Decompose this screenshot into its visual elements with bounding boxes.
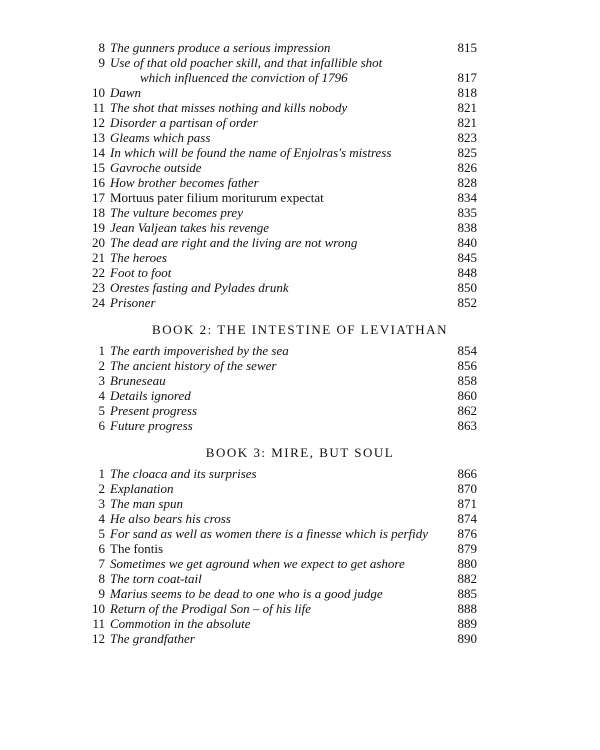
chapter-number: 11: [92, 100, 105, 115]
chapter-number: 4: [98, 511, 105, 526]
page-number: 835: [457, 205, 477, 220]
toc-entry: [0, 481, 600, 496]
page-number: 821: [457, 115, 477, 130]
chapter-title: For sand as well as women there is a finesse which is perfidy: [110, 526, 428, 541]
chapter-number: 8: [98, 571, 105, 586]
page-number: 882: [457, 571, 477, 586]
book3-contents: [0, 466, 600, 646]
page-number: 840: [457, 235, 477, 250]
toc-entry: [0, 418, 600, 433]
chapter-title: Commotion in the absolute: [110, 616, 251, 631]
chapter-number: 8: [98, 40, 105, 55]
chapter-number: 12: [92, 631, 105, 646]
page-number: 888: [457, 601, 477, 616]
toc-entry: [0, 343, 600, 358]
toc-entry: [0, 571, 600, 586]
page-number: 834: [457, 190, 477, 205]
chapter-number: 14: [92, 145, 105, 160]
toc-entry: [0, 601, 600, 616]
chapter-number: 2: [98, 481, 105, 496]
page-number: 815: [457, 40, 477, 55]
chapter-title: How brother becomes father: [110, 175, 259, 190]
chapter-title: Jean Valjean takes his revenge: [110, 220, 270, 235]
page-number: 845: [457, 250, 477, 265]
chapter-number: 23: [92, 280, 105, 295]
page-number: 838: [457, 220, 477, 235]
toc-entry: [0, 631, 600, 646]
page-number: 825: [457, 145, 477, 160]
chapter-title: Gleams which pass: [110, 130, 211, 145]
chapter-number: 21: [92, 250, 105, 265]
chapter-number: 17: [92, 190, 105, 205]
chapter-number: 6: [98, 541, 105, 556]
page-number: 874: [457, 511, 477, 526]
chapter-title: The ancient history of the sewer: [110, 358, 277, 373]
toc-entry: [0, 556, 600, 571]
chapter-title: Foot to foot: [110, 265, 172, 280]
chapter-title: Marius seems to be dead to one who is a good judge: [110, 586, 383, 601]
page-number: 863: [457, 418, 477, 433]
toc-entry: [0, 358, 600, 373]
chapter-number: 9: [98, 586, 105, 601]
page-number: 889: [457, 616, 477, 631]
chapter-title: The gunners produce a serious impression: [110, 40, 331, 55]
chapter-number: 1: [98, 466, 105, 481]
page-number: 862: [457, 403, 477, 418]
book-2-heading: BOOK 2: THE INTESTINE OF LEVIATHAN: [152, 322, 448, 337]
page-number: 821: [457, 100, 477, 115]
chapter-number: 1: [98, 343, 105, 358]
chapter-title: The man spun: [110, 496, 183, 511]
page-number: 858: [457, 373, 477, 388]
book-3-heading: BOOK 3: MIRE, BUT SOUL: [205, 445, 395, 460]
chapter-title: The shot that misses nothing and kills nobody: [110, 100, 348, 115]
chapter-title: Future progress: [110, 418, 193, 433]
chapter-number: 11: [92, 616, 105, 631]
toc-entry: [0, 511, 600, 526]
toc-entry: [0, 616, 600, 631]
page-number: 860: [457, 388, 477, 403]
chapter-title: Bruneseau: [110, 373, 166, 388]
chapter-title: Use of that old poacher skill, and that infallible shot: [110, 55, 383, 70]
page-number: 818: [457, 85, 477, 100]
toc-entry: [0, 403, 600, 418]
toc-entry: [0, 541, 600, 556]
chapter-number: 3: [98, 373, 105, 388]
page-number: 871: [457, 496, 477, 511]
page-number: 850: [457, 280, 477, 295]
chapter-number: 6: [98, 418, 105, 433]
chapter-title: Return of the Prodigal Son – of his life: [110, 601, 312, 616]
book1-page-numbers: [0, 40, 600, 310]
page-number: 879: [457, 541, 477, 556]
chapter-number: 12: [92, 115, 105, 130]
chapter-number: 5: [98, 526, 105, 541]
toc-entry: [0, 388, 600, 403]
toc-entry: [0, 526, 600, 541]
chapter-number: 4: [98, 388, 105, 403]
chapter-number: 5: [98, 403, 105, 418]
chapter-number: 16: [92, 175, 105, 190]
chapter-number: 9: [98, 55, 105, 70]
chapter-title-continued: which influenced the conviction of 1796: [140, 70, 348, 85]
page-number: 870: [457, 481, 477, 496]
page-number: 848: [457, 265, 477, 280]
chapter-title: Gavroche outside: [110, 160, 202, 175]
chapter-number: 15: [92, 160, 105, 175]
page-number: 823: [457, 130, 477, 145]
page-number: 890: [457, 631, 477, 646]
chapter-number: 10: [92, 601, 105, 616]
page-number: 854: [457, 343, 477, 358]
chapter-title: Sometimes we get aground when we expect to get ashore: [110, 556, 405, 571]
toc-entry: [0, 373, 600, 388]
chapter-number: 10: [92, 85, 105, 100]
chapter-number: 13: [92, 130, 105, 145]
chapter-number: 20: [92, 235, 105, 250]
toc-entry: [0, 496, 600, 511]
page-number: 880: [457, 556, 477, 571]
page-number: 852: [457, 295, 477, 310]
chapter-number: 7: [98, 556, 105, 571]
page-number: 828: [457, 175, 477, 190]
chapter-title: The vulture becomes prey: [110, 205, 243, 220]
book2-contents: [0, 343, 600, 433]
chapter-title: Mortuus pater filium moriturum expectat: [110, 190, 324, 205]
page-number: 856: [457, 358, 477, 373]
page-number: 885: [457, 586, 477, 601]
chapter-number: 3: [98, 496, 105, 511]
chapter-title: The heroes: [110, 250, 167, 265]
chapter-title: Present progress: [110, 403, 198, 418]
page-number: 826: [457, 160, 477, 175]
chapter-title: The grandfather: [110, 631, 195, 646]
page-number: 817: [457, 70, 477, 85]
chapter-number: 2: [98, 358, 105, 373]
chapter-title: Details ignored: [110, 388, 191, 403]
chapter-title: Dawn: [110, 85, 142, 100]
chapter-title: The dead are right and the living are not wrong: [110, 235, 358, 250]
chapter-title: The cloaca and its surprises: [110, 466, 257, 481]
chapter-number: 22: [92, 265, 105, 280]
chapter-number: 19: [92, 220, 105, 235]
chapter-title: The fontis: [110, 541, 164, 556]
chapter-title: Orestes fasting and Pylades drunk: [110, 280, 289, 295]
chapter-title: Explanation: [110, 481, 174, 496]
toc-entry: [0, 586, 600, 601]
chapter-number: 24: [92, 295, 105, 310]
chapter-title: He also bears his cross: [110, 511, 231, 526]
chapter-title: The torn coat-tail: [110, 571, 202, 586]
page-number: 866: [457, 466, 477, 481]
chapter-title: Disorder a partisan of order: [110, 115, 258, 130]
chapter-number: 18: [92, 205, 105, 220]
chapter-title: In which will be found the name of Enjolras's mistress: [110, 145, 392, 160]
page-number: 876: [457, 526, 477, 541]
chapter-title: Prisoner: [110, 295, 156, 310]
chapter-title: The earth impoverished by the sea: [110, 343, 289, 358]
toc-entry: [0, 466, 600, 481]
